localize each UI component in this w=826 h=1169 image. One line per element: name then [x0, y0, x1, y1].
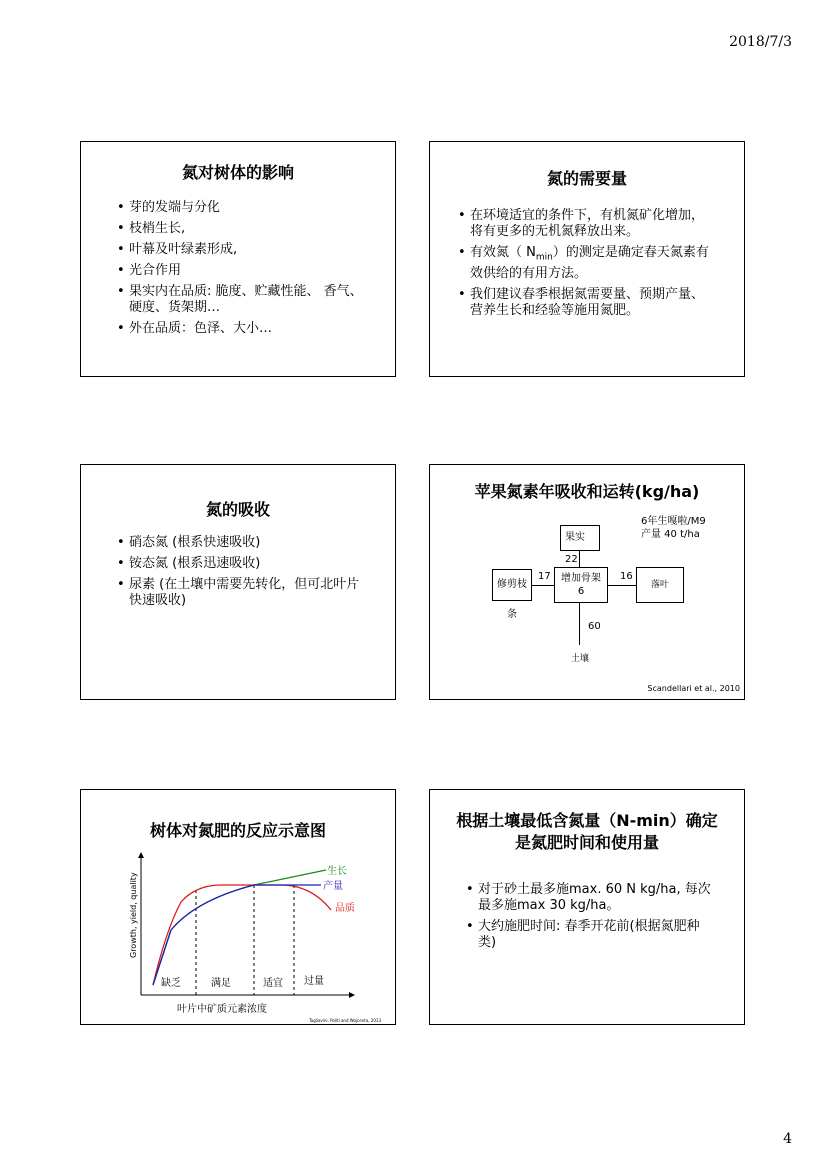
- text: ）的测定是确定春天氮素有效供给的有用方法。: [470, 245, 709, 281]
- slide-title: 氮对树体的影响: [181, 163, 294, 182]
- list-item: • 尿素 (在土壤中需要先转化，但可北叶片快速吸收): [117, 577, 367, 609]
- list-item: • 枝梢生长,: [117, 221, 367, 237]
- slide-nitrogen-flow-diagram: [429, 464, 745, 700]
- slide-title: 苹果氮素年吸收和运转(kg/ha): [474, 482, 700, 501]
- arrow-to-leaf: [608, 585, 636, 586]
- slide-title: [430, 810, 744, 854]
- slide-title: 氮的需要量: [546, 169, 627, 188]
- slide-nitrogen-absorption: [80, 464, 396, 700]
- leaf-fall-box: 落叶: [636, 567, 684, 603]
- response-chart: [81, 790, 397, 1026]
- zone-label: 过量: [304, 976, 324, 987]
- zone-label: 缺乏: [161, 978, 181, 989]
- slide-title: 氮的吸收: [205, 500, 270, 519]
- list-item: • 在环境适宜的条件下，有机氮矿化增加，将有更多的无机氮释放出来。: [458, 208, 713, 240]
- value-22: 22: [565, 554, 578, 565]
- header-date: 2018/7/3: [729, 34, 792, 50]
- list-item: • 硝态氮 (根系快速吸收): [117, 535, 367, 551]
- text: 有效氮（ N: [470, 245, 536, 260]
- source-note: Scandellari et al., 2010: [647, 684, 740, 693]
- bullet-list: [466, 882, 716, 956]
- arrow-from-soil: [579, 603, 580, 645]
- soil-label: 土壤: [571, 654, 590, 664]
- list-item: • 叶幕及叶绿素形成,: [117, 242, 367, 258]
- center-label: 增加骨架: [561, 573, 601, 584]
- note-age: 6年生嘎啦/M9: [641, 516, 706, 527]
- list-item: • 光合作用: [117, 263, 367, 279]
- bullet-list: [458, 208, 713, 324]
- list-item: [458, 245, 713, 282]
- zone-label: 满足: [211, 978, 231, 989]
- list-item: • 外在品质：色泽、大小…: [117, 321, 367, 337]
- value-17: 17: [538, 571, 551, 582]
- y-axis-label: Growth, yield, quality: [129, 872, 138, 958]
- list-item: • 大约施肥时间: 春季开花前(根据氮肥种类): [466, 919, 716, 951]
- center-box: [554, 567, 608, 603]
- slide-nitrogen-requirement: [429, 141, 745, 377]
- arrow-to-pruning: [532, 585, 554, 586]
- x-axis-label: 叶片中矿质元素浓度: [177, 1004, 267, 1015]
- legend-growth: 生长: [327, 866, 347, 877]
- pruning-box: 修剪枝条: [492, 569, 532, 601]
- note-yield: 产量 40 t/ha: [641, 529, 700, 540]
- list-item: • 我们建议春季根据氮需要量、预期产量、营养生长和经验等施用氮肥。: [458, 287, 713, 319]
- list-item: • 果实内在品质: 脆度、贮藏性能、 香气、硬度、货架期…: [117, 284, 367, 316]
- source-note: Tagliavini, Politi and Wojcenta, 2013: [308, 1018, 381, 1023]
- list-item: • 芽的发端与分化: [117, 200, 367, 216]
- slide-nitrogen-effects: [80, 141, 396, 377]
- quality-curve: [153, 885, 331, 985]
- list-item: • 对于砂土最多施max. 60 N kg/ha, 每次最多施max 30 kg/ha。: [466, 882, 716, 914]
- yield-curve: [153, 885, 321, 985]
- legend-quality: 品质: [335, 903, 355, 914]
- fruit-box: 果实: [560, 525, 600, 551]
- zone-label: 适宜: [263, 978, 283, 989]
- slide-nmin-fertilization: [429, 789, 745, 1025]
- value-16: 16: [620, 571, 633, 582]
- arrow-to-fruit: [579, 551, 580, 567]
- slide-response-curve: [80, 789, 396, 1025]
- list-item: • 铵态氮 (根系迅速吸收): [117, 556, 367, 572]
- subscript: min: [535, 252, 553, 263]
- title-line: 是氮肥时间和使用量: [514, 833, 659, 852]
- bullet-list: [117, 535, 367, 614]
- value-60: 60: [588, 621, 601, 632]
- center-value: 6: [577, 586, 585, 597]
- bullet-list: [117, 200, 367, 342]
- page-number: 4: [783, 1131, 792, 1147]
- title-line: 根据土壤最低含氮量（N-min）确定: [456, 811, 718, 830]
- legend-yield: 产量: [323, 881, 343, 892]
- slide-title: 树体对氮肥的反应示意图: [149, 821, 326, 840]
